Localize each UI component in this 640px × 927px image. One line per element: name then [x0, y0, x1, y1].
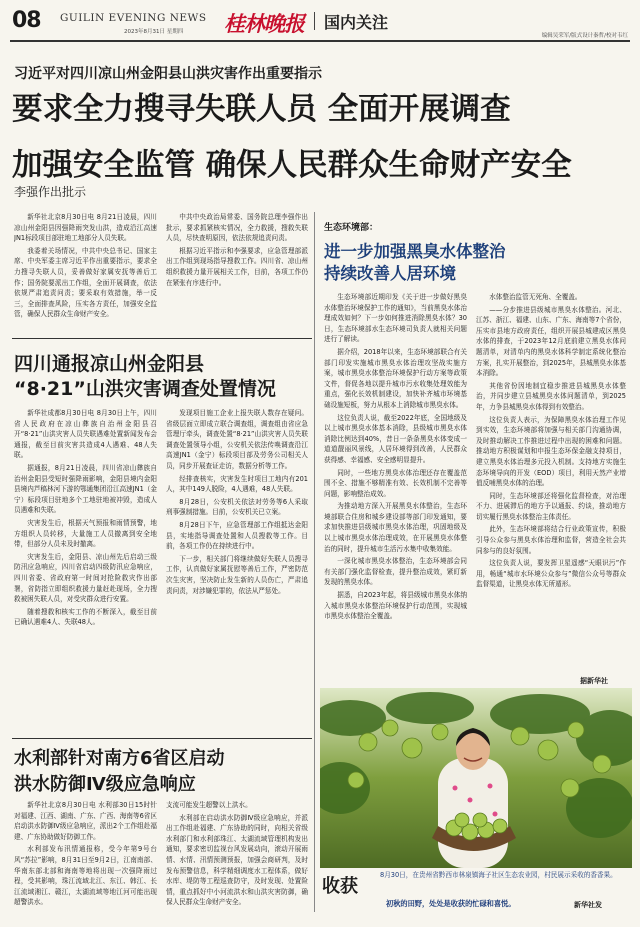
lead-column-2	[166, 212, 308, 332]
report-column-2	[166, 408, 308, 732]
water-title-line1: 水利部针对南方6省区启动	[14, 748, 225, 769]
paragraph: 新华社北京8月30日电 8月21日凌晨，四川凉山州金阳县因强降雨突发山洪，造成沿江高速JN1标段项目部驻地工地部分人员失联。	[14, 213, 157, 243]
water-column-2	[166, 800, 308, 920]
paragraph: 我委着关场情况，中共中央总书记、国家主席、中央军委主席习近平作出重要指示，要求全力搜寻失联人员，妥善做好家属安抚等善后工作；国务院要派出工作组，全面开展调查，依法依规严肃追责问责；要采取有效措施，举一反三，全面排查风险，压实各方责任，加强安全监管，确保人民群众生命财产安全。	[14, 246, 157, 319]
divider	[12, 738, 312, 739]
lead-subtitle: 李强作出批示	[14, 185, 87, 199]
report-title-line1: 四川通报凉山州金阳县	[14, 353, 205, 375]
paragraph: 水体整治监管无死角、全覆盖。	[489, 293, 582, 301]
paragraph: 支流可能发生超警以上洪水。	[166, 801, 252, 809]
paragraph: 中共中央政治局常委、国务院总理李强作出批示，要求抓紧核实情况，全力救援，搜救失联人员，尽快查明原因，依法依规追责问责。	[166, 213, 308, 243]
paragraph: 新华社成都8月30日电 8月30日上午，四川省人民政府在凉山彝族自治州金阳县召开“8·21”山洪灾害人员失联遇难处置新闻发布会通报，截至目前灾害共造成4人遇难、48人失联。	[14, 409, 157, 460]
section-divider	[314, 12, 315, 30]
divider	[12, 338, 312, 339]
eco-title-line2: 持续改善人居环境	[324, 264, 456, 283]
paragraph: 此外，生态环境部将结合行业政策宣传，积极引导公众参与黑臭水体治理和监督，营造全社会共同参与的良好氛围。	[476, 525, 626, 555]
paragraph: 水利部在启动洪水防御Ⅳ级应急响应，并派出工作组赴福建、广东协助的同时，向相关省级水利部门和水利部珠江、太湖流域管理机构发出通知，要求密切监视台风发展动向，滚动开展雨情、水情、汛情预测预报，加强会商研判，及时发布预警信息，科学精细调度水工程体系，做好水库、堤防等工程巡查防守，及时发现、处置险情，重点抓好中小河流洪水和山洪灾害防御，确保人民群众生命财产安全。	[166, 813, 308, 907]
lead-kicker: 习近平对四川凉山州金阳县山洪灾害作出重要指示	[14, 66, 322, 82]
paragraph: 其他省份因地制宜稳步推进县城黑臭水体整治，并同步建立县城黑臭水体问题清单，到2025年，力争县城黑臭水体得到有效整治。	[476, 381, 626, 411]
editor-credits: 编辑吴荣军/版式设计秦哲/校对韦红	[541, 33, 628, 39]
paragraph: 同时，一些地方黑臭水体治理还存在覆盖范围不全、措施不够精准有效、长效机制不完善等问题，影响整治成效。	[324, 468, 467, 498]
paper-logo: 桂林晚报	[224, 11, 304, 36]
column-divider	[314, 212, 315, 912]
paragraph: 据介绍，2018年以来，生态环境部联合有关部门印发实施城市黑臭水体治理攻坚战实施方案，城市黑臭水体整治环境保护行动方案等政策文件，督促各地以提升城市污水收集处理效能为重点，强化长效机制建设，加快补齐城市环境基础设施短板，努力从根本上消除城市黑臭水体。	[324, 347, 467, 409]
paragraph: 一深化城市黑臭水体整治，生态环境部会同有关部门强化监督检查，提升整治成效，紧盯新发现的黑臭水体。	[324, 557, 467, 587]
paragraph: ——分步推进县级城市黑臭水体整治。河北、江苏、浙江、福建、山东、广东、海南等7个省份，压实市县地方政府责任，组织开展县城建成区黑臭水体的排查，于2023年12月底前建立黑臭水体问题清单，对清单内的黑臭水体科学制定系统化整治方案，扎实开展整治，到2025年，县城黑臭水体基本消除。	[476, 305, 626, 378]
lead-title-line1: 要求全力搜寻失联人员 全面开展调查	[12, 92, 511, 127]
paragraph: 据悉，自2023年起，将县级城市黑臭水体纳入城市黑臭水体整治环境保护行动范围，实现城市黑臭水体整治全覆盖。	[324, 591, 467, 621]
paragraph: 经排查核实，灾害发生时项目工地内有201人，其中149人脱险，4人遇难，48人失联。	[166, 474, 308, 494]
paragraph: 新华社北京8月30日电 水利部30日15时针对福建、江西、湖南、广东、广西、海南等6省区启动洪水防御Ⅳ级应急响应，派出2个工作组赴福建、广东协助做好防御工作。	[14, 801, 157, 841]
paragraph: 据通报，8月21日凌晨，四川省凉山彝族自治州金阳县受短时强降雨影响，金阳县境内金阳县境内芦稿林河下游的鄂通集团沿江高速JN1（金宁）标段项目驻地多个工地驻地被冲毁，造成人员遇难和失联。	[14, 463, 157, 515]
photo-illustration	[320, 688, 632, 868]
eco-label: 生态环境部：	[324, 223, 379, 233]
water-column-1	[14, 800, 157, 920]
photo-credit: 新华社发	[574, 901, 602, 909]
lead-column-1	[14, 212, 157, 332]
report-title-line2: “8·21”山洪灾害调查处置情况	[14, 378, 276, 400]
paragraph: 下一步，相关部门将继续做好失联人员搜寻工作，认真做好家属抚慰等善后工作，严密防范次生灾害，坚决防止发生新的人员伤亡，严肃追责问责，对涉嫌犯罪的，依法从严惩处。	[166, 554, 308, 595]
page-number: 08	[12, 8, 41, 33]
eco-credit: 据新华社	[580, 677, 608, 685]
issue-date: 2023年8月31日 星期四	[124, 29, 184, 35]
paragraph: 8月28日下午，应急管理部工作组抵达金阳县，实地指导调查处置和人员搜救等工作。目前，各项工作仍在持续进行中。	[166, 520, 308, 551]
paragraph: 这位负责人说，截至2022年底，全国地级及以上城市黑臭水体基本消除，县级城市黑臭水体消除比例达到40%，昔日一条条黑臭水体变成一道道靓丽风景线，人居环境得到改善，人民群众获得感、幸福感、安全感明显提升。	[324, 413, 467, 464]
water-title-line2: 洪水防御Ⅳ级应急响应	[14, 774, 196, 795]
eco-title-line1: 进一步加强黑臭水体整治	[324, 242, 506, 261]
photo-caption: 8月30日，在贵州省黔西市林泉镇海子社区生态农业园，村民展示采收的香香果。	[380, 871, 617, 879]
paragraph: 生态环境部近期印发《关于进一步做好黑臭水体整治环境保护工作的通知》，当前黑臭水体治理成效如何？下一步如何推进消除黑臭水体？30日，生态环境部水生态环境司负责人就相关问题进行了解读。	[324, 293, 467, 344]
eco-column-2	[476, 292, 626, 674]
photo-caption-2: 初秋的田野，处处是收获的忙碌和喜悦。	[386, 899, 516, 908]
paper-name-en: GUILIN EVENING NEWS	[60, 12, 207, 24]
paragraph: 随着搜救和核实工作的不断深入，截至目前已确认遇难4人、失联48人。	[14, 607, 157, 627]
paragraph: 为推动地方深入开展黑臭水体整治，生态环境部联合住房和城乡建设部等部门印发通知，要求加快推进县级城市黑臭水体治理，巩固地级及以上城市黑臭水体治理成效，在开展黑臭水体整治的同时，提升城市生活污水集中收集效能。	[324, 502, 467, 553]
paragraph: 灾害发生后，金阳县、凉山州先后启动三级防汛应急响应，四川省启动四级防汛应急响应，四川省委、省政府第一时间对抢险救灾作出部署，省防指立即组织救援力量赶赴现场，全力搜救被困失联人员，对受灾群众进行安置。	[14, 552, 157, 604]
paragraph: 灾害发生后，根据天气预报和雨情预警，地方组织人员转移，大量施工人员撤离到安全地带，但部分人员未及时撤离。	[14, 518, 157, 549]
section-title: 国内关注	[324, 13, 389, 32]
news-photo	[320, 688, 632, 868]
paragraph: 根据习近平指示和李强要求，应急管理部派出工作组到现场指导搜救工作。四川省、凉山州组织救援力量开展相关工作，目前，各项工作仍在紧张有序进行中。	[166, 246, 308, 287]
paragraph: 同时，生态环境部还将强化监督检查，对治理不力、进展滞后的地方予以通报、约谈，推动地方切实履行黑臭水体整治主体责任。	[476, 491, 626, 521]
paragraph: 8月28日，公安机关依法对劳务等6人采取刑事强制措施。目前，公安机关已立案。	[166, 497, 308, 517]
paragraph: 水利部发布汛情通报称，受今年第9号台风“苏拉”影响，8月31日至9月2日，江南南部、华南东部北部和海南等地将出现一次强降雨过程，受其影响，珠江流域北江、东江、韩江、长江流域湘江、赣江，太湖流域等地江河可能出现超警洪水。	[14, 845, 157, 907]
paragraph: 发现项目施工企业上报失联人数存在疑问。省级层面立即成立联合调查组，调查组由省应急管理厅牵头，调查处置“8·21”山洪灾害人员失联调查处置领导小组，公安机关依法传唤调查沿江高速JN1（金宁）标段项目部及劳务公司相关人员，同步开展查证走访，数据分析等工作。	[166, 409, 308, 470]
paragraph: 这位负责人说，要发挥卫星遥感“天眼识污”作用，畅通“城市水环境公众参与”微信公众号等群众监督渠道，让黑臭水体无所遁形。	[476, 559, 626, 589]
header-rule	[10, 40, 630, 42]
photo-title: 收获	[322, 876, 358, 897]
lead-title-line2: 加强安全监管 确保人民群众生命财产安全	[12, 148, 572, 183]
eco-column-1	[324, 292, 467, 682]
paragraph: 这位负责人表示，为保障黑臭水体治理工作见到实效，生态环境部将加强与相关部门沟通协调，及时推动解决工作推进过程中出现的困难和问题。推动地方积极谋划和申报生态环保金融支持项目，建立黑臭水体治理多元投入机制。支持地方实施生态环境导向的开发（EOD）项目，利用天然产业增值反哺黑臭水体的治理。	[476, 415, 626, 488]
report-column-1	[14, 408, 157, 732]
